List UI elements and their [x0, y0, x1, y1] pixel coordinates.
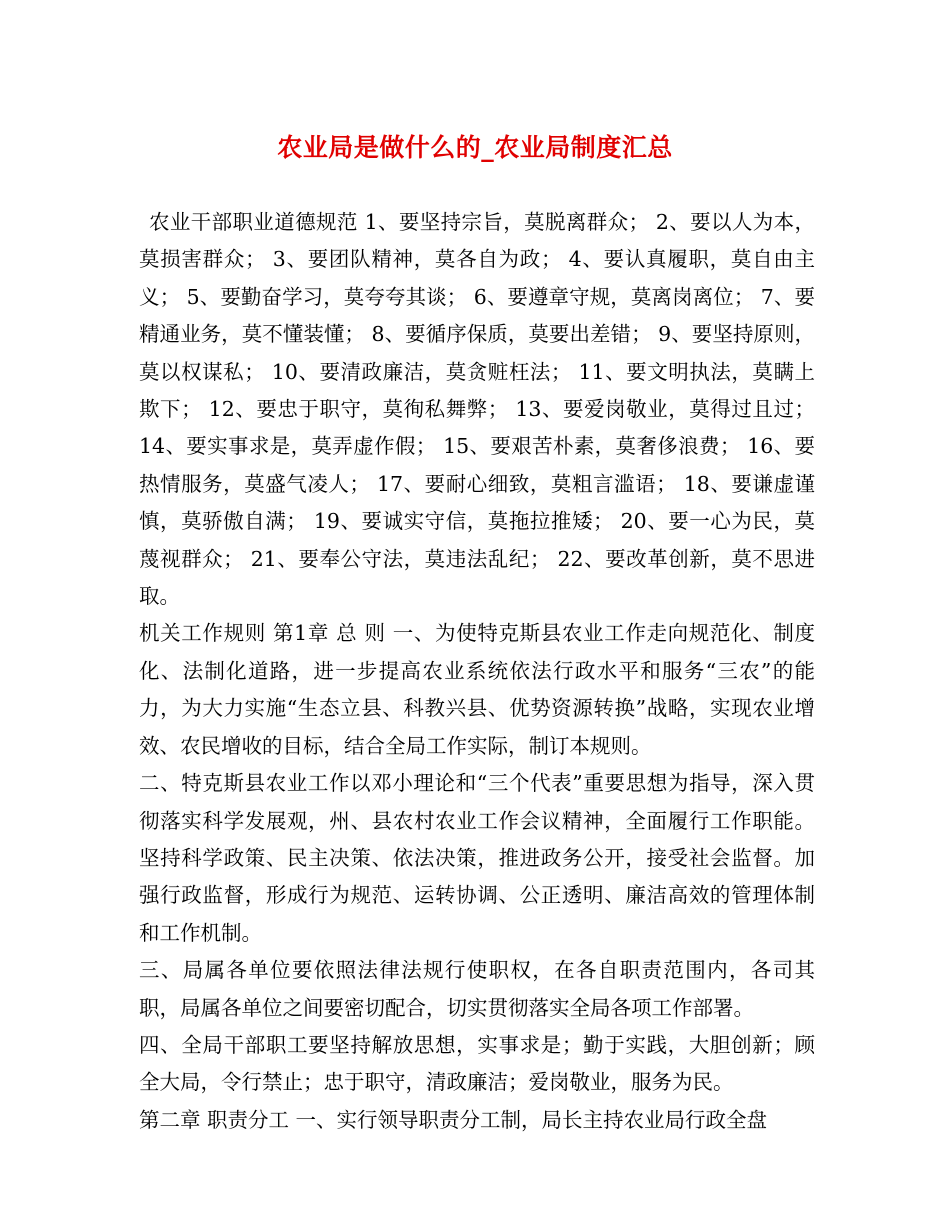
paragraph-work-rules-general: 机关工作规则 第1章 总 则 一、为使特克斯县农业工作走向规范化、制度化、法制化道路，进一步提高农业系统依法行政水平和服务“三农”的能力，为大力实施“生态立县、科教兴县、优势资源转换”战略，实现农业增效、农民增收的目标，结合全局工作实际，制订本规则。 [139, 621, 815, 758]
paragraph-guiding-principles: 二、特克斯县农业工作以邓小理论和“三个代表”重要思想为指导，深入贯彻落实科学发展观，州、县农村农业工作会议精神，全面履行工作职能。坚持科学政策、民主决策、依法决策，推进政务公开，接受社会监督。加强行政监督，形成行为规范、运转协调、公正透明、廉洁高效的管理体制和工作机制。 [139, 771, 815, 945]
document-body [139, 204, 815, 1139]
paragraph-unit-duties: 三、局属各单位要依照法律法规行使职权，在各自职责范围内，各司其职，局属各单位之间要密切配合，切实贯彻落实全局各项工作部署。 [139, 958, 815, 1020]
paragraph-code-of-ethics: 农业干部职业道德规范 1、要坚持宗旨，莫脱离群众； 2、要以人为本，莫损害群众； 3、要团队精神，莫各自为政； 4、要认真履职，莫自由主义； 5、要勤奋学习，莫夸夸其谈； 6、要遵章守规，莫离岗离位； 7、要精通业务，莫不懂装懂； 8、要循序保质，莫要出差错； 9、要坚持原则，莫以权谋私； 10、要清政廉洁，莫贪赃枉法； 11、要文明执法，莫瞒上欺下； 12、要忠于职守，莫徇私舞弊； 13、要爱岗敬业，莫得过且过； 14、要实事求是，莫弄虚作假； 15、要艰苦朴素，莫奢侈浪费； 16、要热情服务，莫盛气凌人； 17、要耐心细致，莫粗言滥语； 18、要谦虚谨慎，莫骄傲自满； 19、要诚实守信，莫拖拉推矮； 20、要一心为民，莫蔑视群众； 21、要奉公守法，莫违法乱纪； 22、要改革创新，莫不思进取。 [139, 210, 815, 609]
document-title: 农业局是做什么的_农业局制度汇总 [277, 133, 673, 162]
paragraph-chapter-two: 第二章 职责分工 一、实行领导职责分工制，局长主持农业局行政全盘 [139, 1107, 768, 1132]
paragraph-staff-conduct: 四、全局干部职工要坚持解放思想，实事求是；勤于实践，大胆创新；顾全大局，令行禁止；忠于职守，清政廉洁；爱岗敬业，服务为民。 [139, 1032, 815, 1095]
